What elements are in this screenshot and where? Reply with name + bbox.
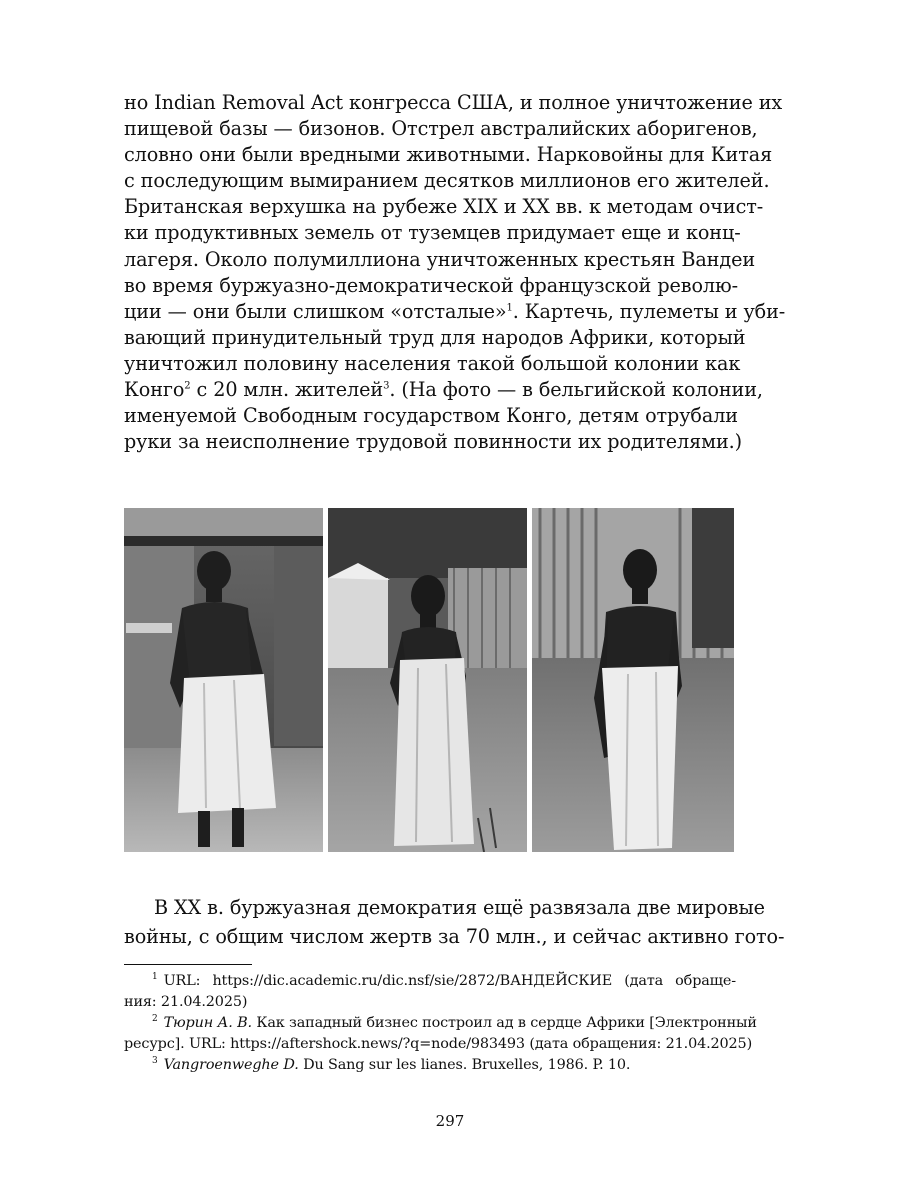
footnote-2 <box>124 1013 757 1034</box>
footnote-ref-1[interactable]: 1 <box>506 302 513 314</box>
photo-triptych <box>124 508 734 852</box>
line-text: Конго <box>124 378 185 402</box>
paragraph-line: но Indian Removal Act конгресса США, и полное уничтожение их <box>124 91 783 114</box>
paragraph-line: во время буржуазно-демократической французской револю- <box>124 273 738 297</box>
footnotes <box>124 971 757 1076</box>
historical-photo-1 <box>124 508 323 852</box>
footnote-marker: 1 <box>152 972 158 983</box>
paragraph-line: войны, с общим числом жертв за 70 млн., и сейчас активно гото- <box>124 925 785 948</box>
historical-photo-2 <box>328 508 527 852</box>
paragraph-line: ки продуктивных земель от туземцев придумает еще и конц- <box>124 221 741 245</box>
paragraph-line: пищевой базы — бизонов. Отстрел австралийских аборигенов, <box>124 117 758 141</box>
line-text: . Картечь, пулеметы и уби- <box>512 299 786 323</box>
historical-photo-3 <box>532 508 734 852</box>
paragraph-line: вающий принудительный труд для народов Африки, который <box>124 325 746 349</box>
paragraph-line: с последующим вымиранием десятков миллионов его жителей. <box>124 169 770 193</box>
footnote-1 <box>124 971 736 992</box>
line-text: . (На фото — в бельгийской колонии, <box>389 378 763 402</box>
paragraph-line: лагеря. Около полумиллиона уничтоженных крестьян Вандеи <box>124 247 756 271</box>
paragraph-line: именуемой Свободным государством Конго, детям отрубали <box>124 404 738 428</box>
footnote-author: Тюрин А. В. <box>163 1015 252 1031</box>
footnote-author: Vangroenweghe D. <box>163 1057 299 1073</box>
footnote-divider <box>124 964 252 965</box>
paragraph-line: словно они были вредными животными. Нарковойны для Китая <box>124 143 773 167</box>
footnote-ref-3[interactable]: 3 <box>383 380 390 392</box>
footnote-ref-2[interactable]: 2 <box>184 380 191 392</box>
paragraph-line <box>124 299 786 325</box>
footnote-text: Как западный бизнес построил ад в сердце Африки [Электронный <box>251 1015 757 1031</box>
second-paragraph <box>124 893 785 951</box>
footnote-text: URL: https://dic.academic.ru/dic.nsf/sie/2872/ВАНДЕЙСКИЕ (дата обраще- <box>163 973 736 989</box>
footnote-text: Du Sang sur les lianes. Bruxelles, 1986. P. 10. <box>298 1057 631 1073</box>
paragraph-line <box>124 377 763 403</box>
footnote-marker: 2 <box>152 1014 158 1025</box>
footnote-3 <box>124 1055 736 1076</box>
paragraph-line: Британская верхушка на рубеже XIX и XX вв. к методам очист- <box>124 195 764 219</box>
footnote-marker: 3 <box>152 1056 158 1067</box>
footnote-2-continued: ресурс]. URL: https://aftershock.news/?q=node/983493 (дата обращения: 21.04.2025) <box>124 1036 753 1052</box>
paragraph-line: В XX в. буржуазная демократия ещё развязала две мировые <box>154 896 765 919</box>
line-text: с 20 млн. жителей <box>190 378 384 402</box>
line-text: ции — они были слишком «отсталые» <box>124 299 507 323</box>
footnote-1-continued: ния: 21.04.2025) <box>124 994 248 1010</box>
paragraph-line: уничтожил половину населения такой большой колонии как <box>124 351 741 375</box>
main-paragraph <box>124 90 786 455</box>
paragraph-line: руки за неисполнение трудовой повинности их родителями.) <box>124 430 743 454</box>
page-number: 297 <box>435 1112 465 1130</box>
